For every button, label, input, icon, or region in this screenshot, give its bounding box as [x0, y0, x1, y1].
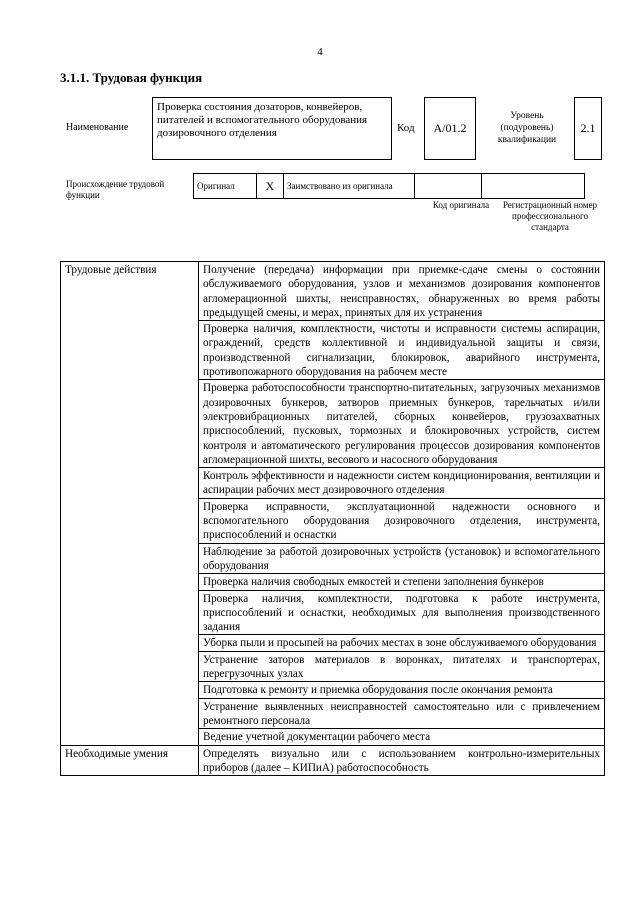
- level-value: 2.1: [580, 121, 596, 135]
- action-item: Подготовка к ремонту и приемка оборудования после окончания ремонта: [199, 682, 605, 698]
- actions-label: Трудовые действия: [61, 262, 199, 746]
- code-label: Код: [397, 122, 415, 134]
- original-cell: [194, 174, 257, 199]
- main-table: [60, 261, 605, 776]
- action-item: Проверка работоспособности транспортно-питательных, загрузочных механизмов дозировочных бункеров, затворов приемных бункеров, тарельчатых и/или электровибрационных питателей, сборных конвейеров, грузозахватных приспособлений, пусковых, тормозных и блокировочных устройств, систем контроля и автоматического регулирования процессов дозирования компонентов агломерационной шихты, весового и насосного оборудования: [199, 380, 605, 468]
- table-row: [61, 262, 605, 321]
- action-item: Проверка наличия свободных емкостей и степени заполнения бункеров: [199, 574, 605, 590]
- mark-cell: [257, 174, 284, 199]
- skills-label: Необходимые умения: [61, 745, 199, 776]
- function-name-value: Проверка состояния дозаторов, конвейеров, питателей и вспомогательного оборудования дозировочного отделения: [157, 101, 368, 139]
- section-title: 3.1.1. Трудовая функция: [60, 70, 203, 85]
- level-label: Уровень (подуровень) квалификации: [497, 111, 557, 145]
- original-mark: X: [265, 179, 275, 193]
- action-item: Проверка наличия, комплектности, подготовка к работе инструмента, приспособлений и оснастки, необходимых для выполнения производственного задания: [199, 590, 605, 635]
- code-caption: Код оригинала: [432, 200, 490, 210]
- reg-number-cell: [482, 174, 585, 199]
- action-item: Проверка наличия, комплектности, чистоты и исправности системы аспирации, ограждений, средств коллективной и индивидуальной защиты и связи, производственной сигнализации, блокировок, аварийного инструмента, противопожарного оборудования на рабочем месте: [199, 321, 605, 380]
- action-item: Контроль эффективности и надежности систем кондиционирования, вентиляции и аспирации рабочих мест дозировочного отделения: [199, 468, 605, 499]
- action-item: Уборка пыли и просыпей на рабочих местах в зоне обслуживаемого оборудования: [199, 635, 605, 651]
- action-item: Проверка исправности, эксплуатационной надежности основного и вспомогательного оборудования дозировочного отделения, инструмента, приспособлений и оснастки: [199, 498, 605, 543]
- borrowed-text: Заимствовано из оригинала: [287, 181, 393, 191]
- reg-caption: Регистрационный номер профессионального стандарта: [502, 200, 598, 232]
- action-item: Устранение заторов материалов в воронках, питателях и транспортерах, перегрузочных узлах: [199, 651, 605, 682]
- orig-code-cell: [415, 174, 482, 199]
- code-value: А/01.2: [433, 121, 467, 135]
- action-item: Наблюдение за работой дозировочных устройств (установок) и вспомогательного оборудования: [199, 543, 605, 574]
- skill-item: Определять визуально или с использованием контрольно-измерительных приборов (далее – КИПиА) работоспособность: [199, 745, 605, 776]
- code-box: [424, 97, 476, 160]
- action-item: Ведение учетной документации рабочего места: [199, 729, 605, 745]
- action-item: Получение (передача) информации при приемке-сдаче смены о состоянии обслуживаемого оборудования, узлов и механизмов дозирования компонентов агломерационной шихты, неисправностях, обнаруженных во время работы предыдущей смены, и мерах, принятых для их устранения: [199, 262, 605, 321]
- origin-label: Происхождение трудовой функции: [66, 179, 165, 200]
- name-label: Наименование: [66, 122, 129, 133]
- page-number: 4: [317, 46, 323, 58]
- borrowed-cell: [284, 174, 415, 199]
- origin-table: [193, 173, 585, 199]
- table-row: [61, 745, 605, 776]
- original-text: Оригинал: [197, 181, 235, 191]
- function-name-box: [152, 97, 392, 160]
- level-box: [574, 97, 602, 160]
- action-item: Устранение выявленных неисправностей самостоятельно или с привлечением ремонтного персонала: [199, 698, 605, 729]
